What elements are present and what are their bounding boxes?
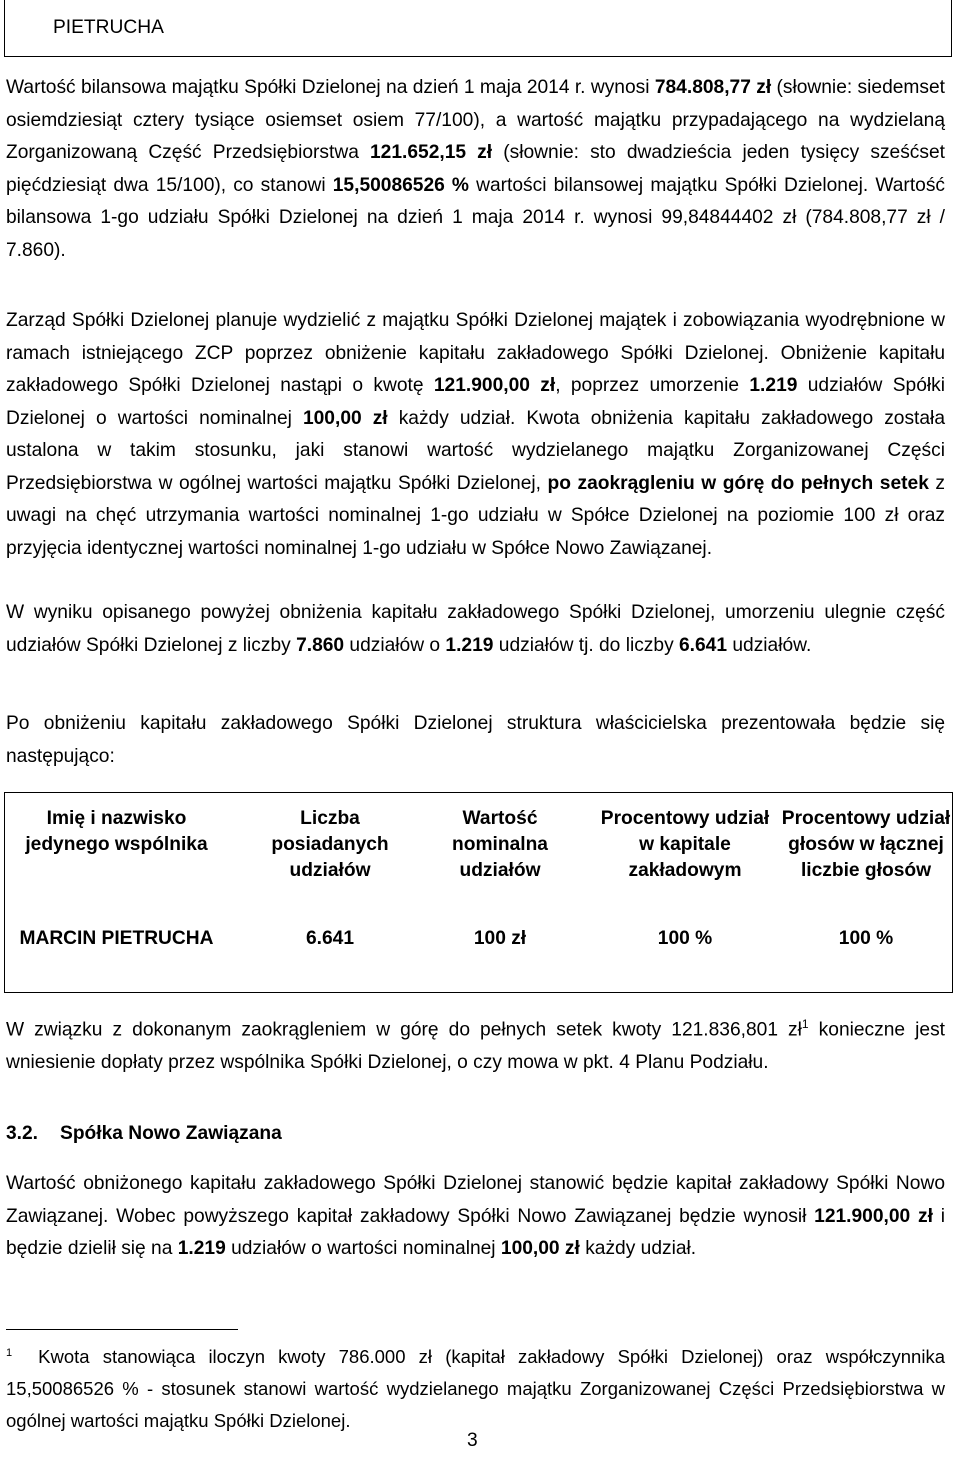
paragraph-ownership-intro: Po obniżeniu kapitału zakładowego Spółki Dzielonej struktura właścicielska prezentowała będzie się następująco: — [6, 713, 945, 767]
paragraph-balance-value: Wartość bilansowa majątku Spółki Dzielonej na dzień 1 maja 2014 r. wynosi 784.808,77 zł (słownie: siedemset osiemdziesiąt cztery tysiące osiemset osiem 77/100), a wartość majątku przypadającego na wydzielaną Zorganizowaną Część Przedsiębiorstwa 121.652,15 zł (słownie: sto dwadzieścia jeden tysięcy sześćset pięćdziesiąt dwa 15/100), co stanowi 15,50086526 % wartości bilansowej majątku Spółki Dzielonej. Wartość bilansowa 1-go udziału Spółki Dzielonej na dzień 1 maja 2014 r. wynosi 99,84844402 zł (784.808,77 zł / 7.860). — [6, 77, 946, 261]
table-border-left — [4, 792, 5, 993]
page-number: 3 — [467, 1430, 478, 1451]
table-header-capital-share: Procentowy udział w kapitale zakładowym — [600, 808, 770, 881]
footnote-mark: 1 — [6, 1347, 13, 1359]
table-border-top — [4, 792, 953, 793]
paragraph-new-company-capital: Wartość obniżonego kapitału zakładowego Spółki Dzielonej stanowić będzie kapitał zakładowy Spółki Nowo Zawiązanej. Wobec powyższego kapitał zakładowy Spółki Nowo Zawiązanej będzie wynosił 121.900,00 zł i będzie dzielił się na 1.219 udziałów o wartości nominalnej 100,00 zł każdy udział. — [6, 1173, 945, 1259]
footnote-separator — [6, 1329, 238, 1330]
paragraph-share-redemption: W wyniku opisanego powyżej obniżenia kapitału zakładowego Spółki Dzielonej, umorzeniu ulegnie część udziałów Spółki Dzielonej z liczby 7.860 udziałów o 1.219 udziałów tj. do liczby 6.641 udziałów. — [6, 602, 945, 656]
paragraph-capital-reduction: Zarząd Spółki Dzielonej planuje wydzielić z majątku Spółki Dzielonej majątek i zobowiązania wyodrębnione w ramach istniejącego ZCP poprzez obniżenie kapitału zakładowego Spółki Dzielonej. Obniżenie kapitału zakładowego Spółki Dzielonej nastąpi o kwotę 121.900,00 zł, poprzez umorzenie 1.219 udziałów Spółki Dzielonej o wartości nominalnej 100,00 zł każdy udział. Kwota obniżenia kapitału zakładowego została ustalona w takim stosunku, jaki stanowi wartość wydzielanego majątku Zorganizowanej Części Przedsiębiorstwa w ogólnej wartości majątku Spółki Dzielonej, po zaokrągleniu w górę do pełnych setek z uwagi na chęć utrzymania wartości nominalnej 1-go udziału w Spółce Dzielonej na poziomie 100 zł oraz przyjęcia identycznej wartości nominalnej 1-go udziału w Spółce Nowo Zawiązanej. — [6, 310, 946, 559]
table-border-bottom — [4, 992, 953, 993]
section-heading — [6, 1123, 282, 1145]
table-border-right — [952, 792, 953, 993]
section-number: 3.2. — [6, 1123, 39, 1144]
table-cell-nominal-value: 100 zł — [473, 928, 527, 949]
paragraph-rounding-payment: W związku z dokonanym zaokrągleniem w górę do pełnych setek kwoty 121.836,801 $zł^1$ konieczne jest wniesienie dopłaty przez wspólnika Spółki Dzielonej, o czy mowa w pkt. 4 Planu Podziału. — [6, 1017, 945, 1073]
table-header-share-count: Liczba posiadanych udziałów — [271, 808, 389, 881]
table-cell-owner: MARCIN PIETRUCHA — [19, 928, 214, 949]
table-cell-capital-share: 100 % — [657, 928, 713, 949]
owner-name-header: PIETRUCHA — [53, 17, 164, 38]
section-title: Spółka Nowo Zawiązana — [60, 1123, 282, 1144]
top-table-cell — [4, 0, 952, 57]
table-header-owner: Imię i nazwisko jedynego wspólnika — [25, 808, 208, 855]
table-cell-vote-share: 100 % — [838, 928, 894, 949]
table-header-vote-share: Procentowy udział głosów w łącznej liczbie głosów — [781, 808, 951, 881]
table-cell-share-count: 6.641 — [305, 928, 354, 949]
table-header-nominal-value: Wartość nominalna udziałów — [452, 808, 548, 881]
footnote-text: Kwota stanowiąca iloczyn kwoty 786.000 zł (kapitał zakładowy Spółki Dzielonej) oraz współczynnika 15,50086526 % - stosunek stanowi wartość wydzielanego majątku Zorganizowanej Części Przedsiębiorstwa w ogólnej wartości majątku Spółki Dzielonej. — [6, 1346, 945, 1432]
footnote-reference: 1 — [801, 1017, 809, 1031]
footnote — [6, 1337, 945, 1437]
